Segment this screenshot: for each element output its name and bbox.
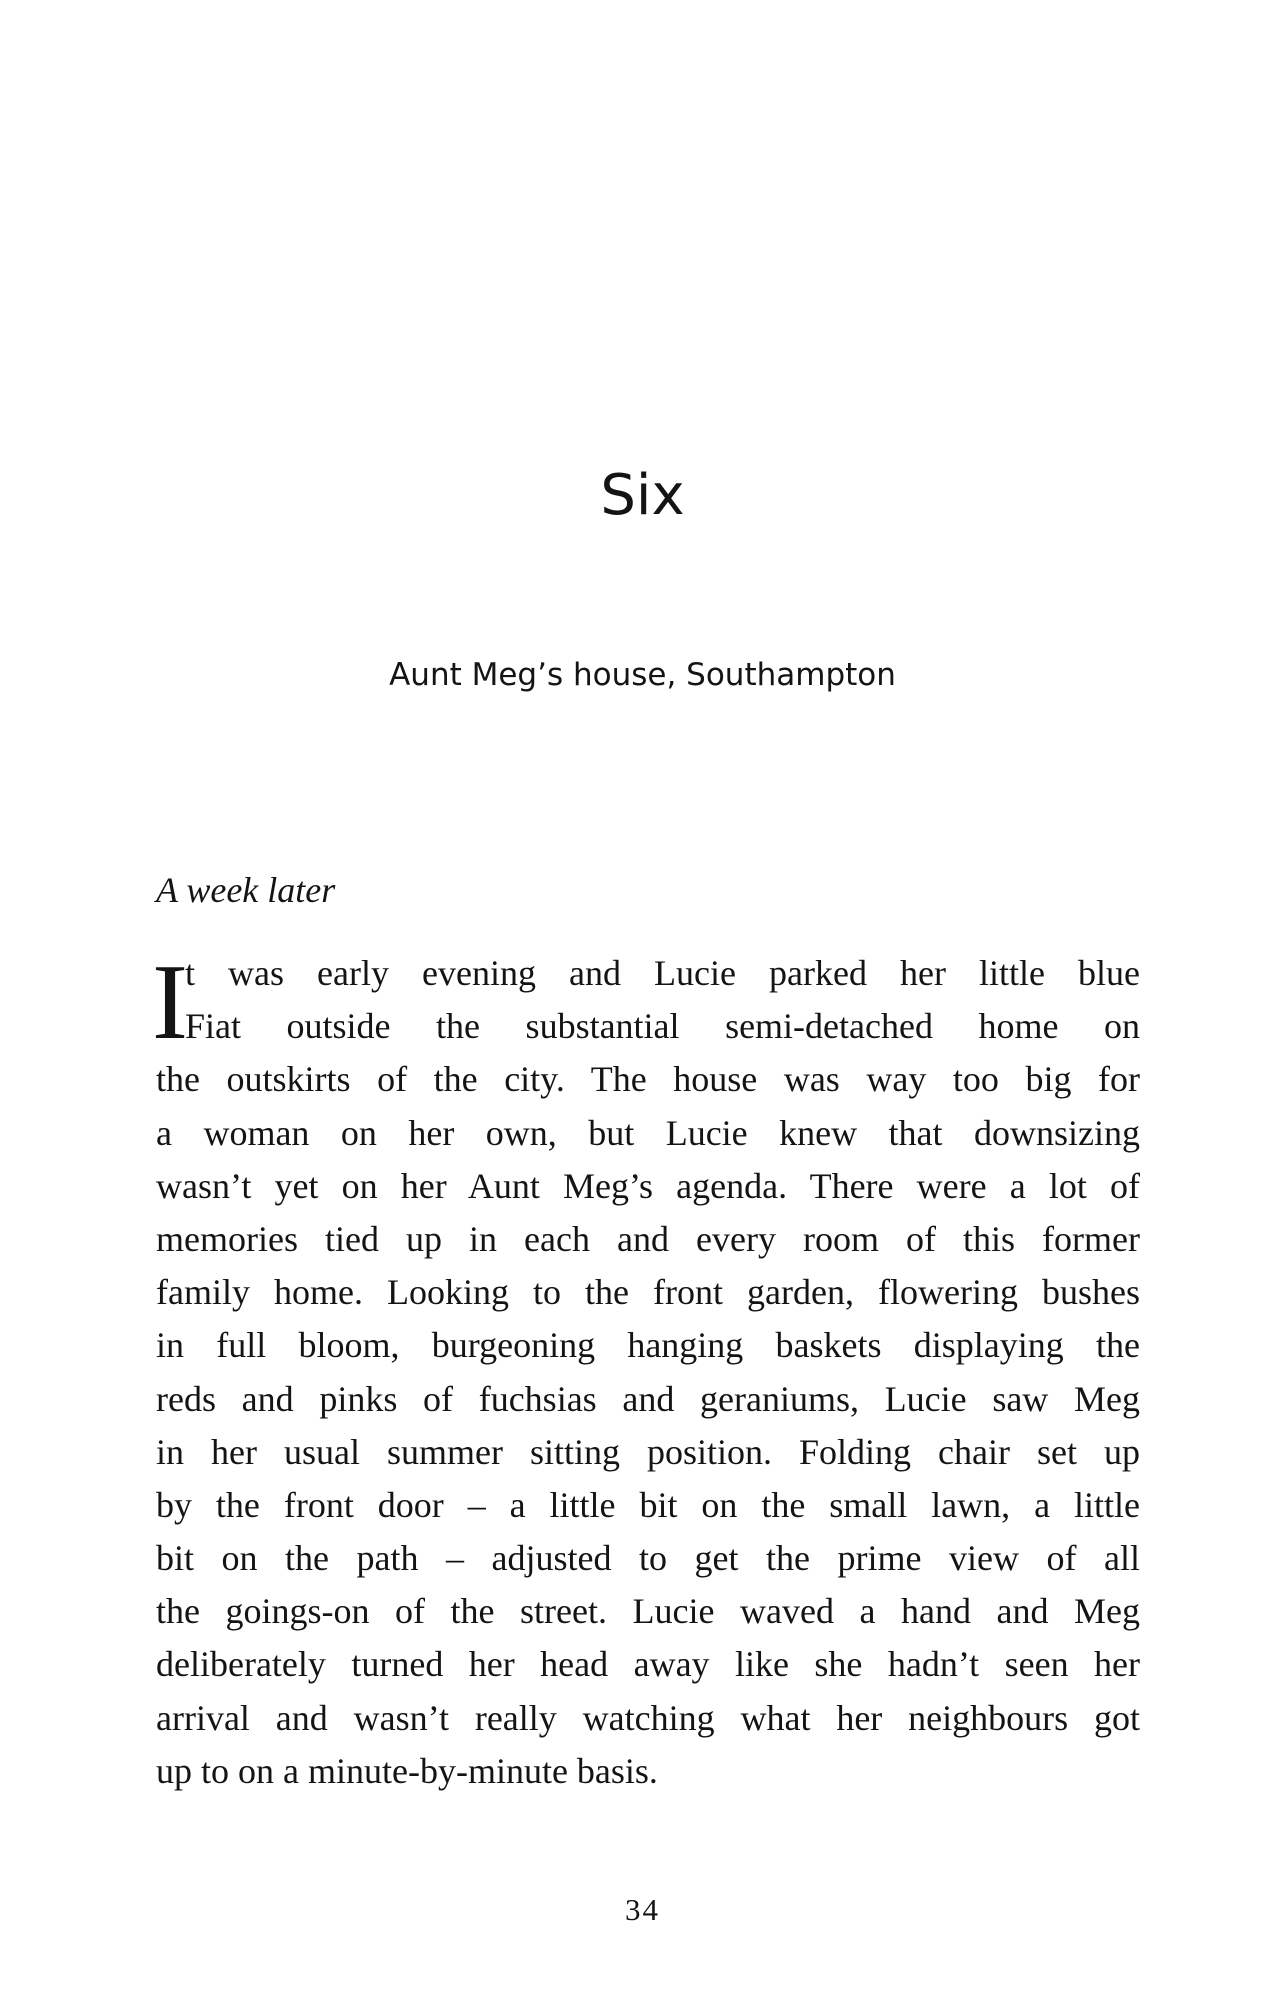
text-line: Fiat outside the substantial semi-detached home on <box>185 1006 1140 1047</box>
text-line: arrival and wasn’t really watching what her neighbours got <box>156 1697 1140 1738</box>
text-line: family home. Looking to the front garden, flowering bushes <box>156 1272 1140 1313</box>
page-number: 34 <box>625 1892 660 1927</box>
text-line: up to on a minute-by-minute basis. <box>156 1750 658 1791</box>
time-heading: A week later <box>156 870 336 910</box>
text-line: the outskirts of the city. The house was way too big for <box>156 1059 1140 1100</box>
text-line: bit on the path – adjusted to get the prime view of all <box>156 1538 1140 1579</box>
text-line: reds and pinks of fuchsias and geraniums, Lucie saw Meg <box>156 1378 1140 1419</box>
chapter-title: Six <box>600 463 685 528</box>
chapter-location: Aunt Meg’s house, Southampton <box>389 657 896 693</box>
text-line: a woman on her own, but Lucie knew that downsizing <box>156 1112 1140 1153</box>
text-line: memories tied up in each and every room of this former <box>156 1218 1140 1259</box>
text-line: t was early evening and Lucie parked her little blue <box>185 953 1140 993</box>
text-line: in full bloom, burgeoning hanging baskets displaying the <box>156 1325 1140 1366</box>
text-line: in her usual summer sitting position. Folding chair set up <box>156 1431 1140 1472</box>
drop-cap: I <box>152 943 188 1062</box>
text-line: the goings-on of the street. Lucie waved a hand and Meg <box>156 1591 1140 1632</box>
text-line: wasn’t yet on her Aunt Meg’s agenda. There were a lot of <box>156 1165 1140 1206</box>
text-line: deliberately turned her head away like she hadn’t seen her <box>156 1644 1140 1685</box>
body-paragraph <box>152 943 1140 1798</box>
text-line: by the front door – a little bit on the small lawn, a little <box>156 1484 1140 1525</box>
